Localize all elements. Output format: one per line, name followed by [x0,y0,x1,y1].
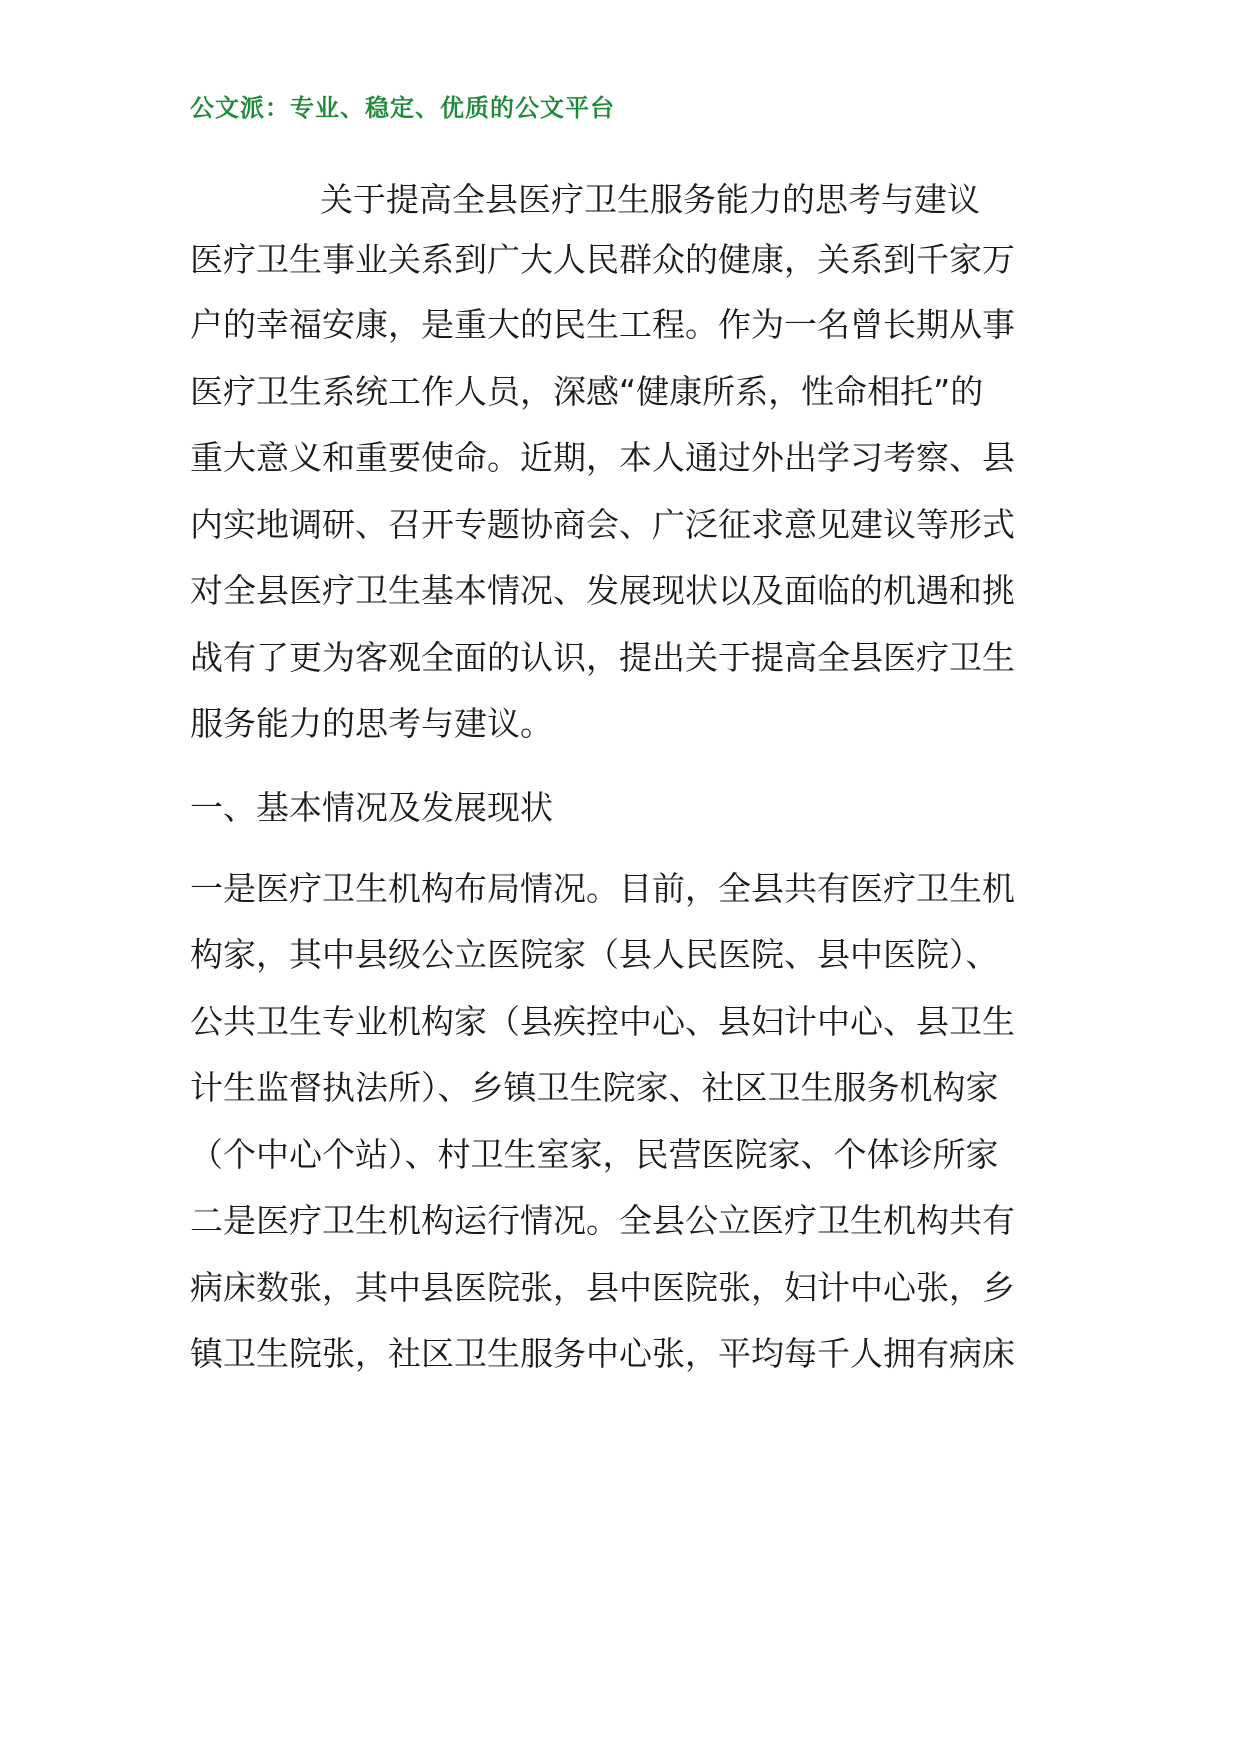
paragraph-line: 医疗卫生系统工作人员，深感“健康所系，性命相托”的 [190,372,984,411]
paragraph-line: 医疗卫生事业关系到广大人民群众的健康，关系到千家万 [190,240,1015,279]
paragraph-line: 计生监督执法所）、乡镇卫生院家、社区卫生服务机构家 [190,1068,999,1107]
paragraph-line: 二是医疗卫生机构运行情况。全县公立医疗卫生机构共有 [190,1201,1015,1240]
paragraph-line: （个中心个站）、村卫生室家，民营医院家、个体诊所家 [190,1135,999,1174]
paragraph-line: 公共卫生专业机构家（县疾控中心、县妇计中心、县卫生 [190,1002,1015,1041]
paragraph-line: 构家，其中县级公立医院家（县人民医院、县中医院）、 [190,935,999,974]
paragraph-line: 重大意义和重要使命。近期，本人通过外出学习考察、县 [190,438,1015,477]
paragraph-line: 对全县医疗卫生基本情况、发展现状以及面临的机遇和挑 [190,571,1015,610]
paragraph-line: 服务能力的思考与建议。 [190,704,553,743]
paragraph-line: 户的幸福安康，是重大的民生工程。作为一名曾长期从事 [190,305,1015,344]
paragraph-line: 一是医疗卫生机构布局情况。目前，全县共有医疗卫生机 [190,869,1015,908]
header-banner: 公文派：专业、稳定、优质的公文平台 [190,94,615,122]
document-title: 关于提高全县医疗卫生服务能力的思考与建议 [320,180,980,219]
paragraph-line: 战有了更为客观全面的认识，提出关于提高全县医疗卫生 [190,638,1015,677]
paragraph-line: 病床数张，其中县医院张，县中医院张，妇计中心张，乡 [190,1268,1015,1307]
paragraph-line: 内实地调研、召开专题协商会、广泛征求意见建议等形式 [190,505,1015,544]
paragraph-line: 镇卫生院张，社区卫生服务中心张，平均每千人拥有病床 [190,1334,1015,1373]
section-heading: 一、基本情况及发展现状 [190,788,553,827]
